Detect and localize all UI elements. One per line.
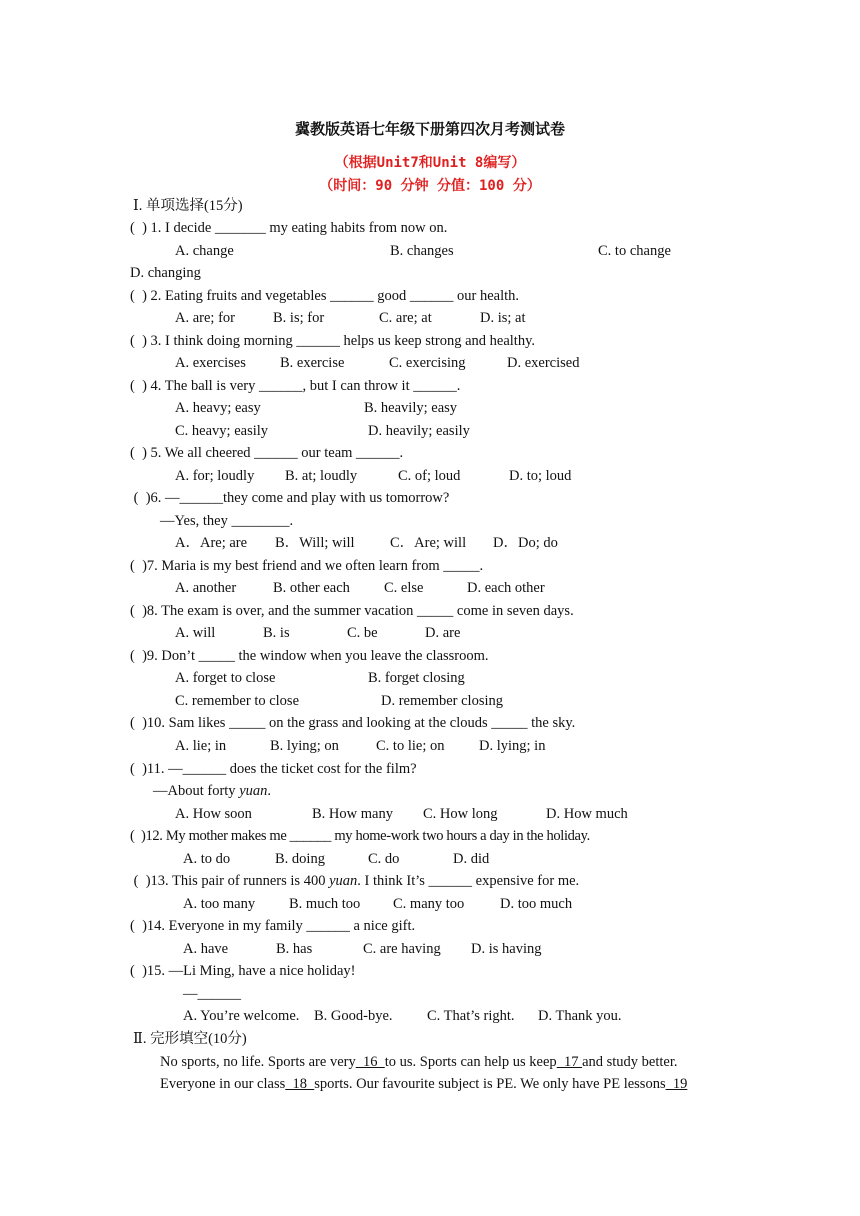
option: D. heavily; easily xyxy=(368,423,470,439)
question-part: ( )13. This pair of runners is 400 xyxy=(130,873,330,889)
subtitle-units: （根据Unit7和Unit 8编写） xyxy=(334,155,526,171)
question-text: ( )12. My mother makes me ______ my home-work two hours a day in the holiday. xyxy=(130,828,590,844)
question-text: ( )7. Maria is my best friend and we often learn from _____. xyxy=(130,558,484,574)
question-part: . I think It’s ______ expensive for me. xyxy=(357,873,580,889)
option: A. will xyxy=(175,625,216,641)
page-title: 冀教版英语七年级下册第四次月考测试卷 xyxy=(294,120,565,138)
question-text: ( ) 3. I think doing morning ______ helps us keep strong and healthy. xyxy=(130,333,536,349)
option: C. of; loud xyxy=(398,468,461,484)
question-text: ( )11. —______ does the ticket cost for the film? xyxy=(130,761,417,777)
option: A. change xyxy=(175,243,234,259)
option: A. forget to close xyxy=(175,670,276,686)
option: A. exercises xyxy=(175,355,246,371)
option: A. another xyxy=(175,580,237,596)
option: B. heavily; easy xyxy=(364,400,458,416)
option: D. is having xyxy=(471,941,542,957)
question-text: ( )9. Don’t _____ the window when you leave the classroom. xyxy=(130,648,489,664)
blank-16: 16 xyxy=(355,1054,385,1070)
option: B. doing xyxy=(275,851,325,867)
option: C. else xyxy=(384,580,424,596)
option: C. to change xyxy=(598,243,671,259)
question-text: ( ) 4. The ball is very ______, but I can throw it ______. xyxy=(130,378,461,394)
question-text xyxy=(130,872,579,890)
passage-line xyxy=(160,1053,678,1071)
reply-text: —About forty xyxy=(153,783,240,799)
question-text: ( )15. —Li Ming, have a nice holiday! xyxy=(130,963,356,979)
option: D. did xyxy=(453,851,490,867)
option: C. many too xyxy=(393,896,465,912)
option: D. is; at xyxy=(480,310,526,326)
option: A. lie; in xyxy=(175,738,227,754)
blank-17: 17 xyxy=(556,1054,583,1070)
option: D. Thank you. xyxy=(538,1008,622,1024)
option: D. changing xyxy=(130,265,201,281)
option: C. How long xyxy=(423,806,498,822)
question-italic: yuan xyxy=(329,873,358,889)
option: D. to; loud xyxy=(509,468,572,484)
option: B. at; loudly xyxy=(285,468,358,484)
option: B. has xyxy=(276,941,313,957)
passage-line xyxy=(160,1075,687,1093)
option: A. How soon xyxy=(175,806,252,822)
option: D．Do; do xyxy=(493,535,558,551)
passage-text: and study better. xyxy=(582,1054,678,1070)
reply-italic: yuan xyxy=(239,783,268,799)
passage-text: No sports, no life. Sports are very xyxy=(160,1054,356,1070)
option: D. How much xyxy=(546,806,628,822)
dialogue-reply xyxy=(153,782,271,800)
option: C. remember to close xyxy=(175,693,300,709)
option: B. forget closing xyxy=(368,670,465,686)
option: D. too much xyxy=(500,896,573,912)
option: C．Are; will xyxy=(390,535,467,551)
question-text: ( )10. Sam likes _____ on the grass and looking at the clouds _____ the sky. xyxy=(130,715,576,731)
option: B. other each xyxy=(273,580,350,596)
option: B. exercise xyxy=(280,355,345,371)
dialogue-reply: —______ xyxy=(183,986,241,1002)
question-text: ( )14. Everyone in my family ______ a nice gift. xyxy=(130,918,416,934)
question-text: ( )8. The exam is over, and the summer vacation _____ come in seven days. xyxy=(130,603,574,619)
reply-text: . xyxy=(267,783,271,799)
section-heading: Ⅱ. 完形填空(10分) xyxy=(133,1031,247,1047)
option: D. are xyxy=(425,625,461,641)
option: C. are having xyxy=(363,941,441,957)
blank-19: 19 xyxy=(665,1076,688,1092)
question-text: ( ) 5. We all cheered ______ our team ______. xyxy=(130,445,404,461)
option: B. lying; on xyxy=(270,738,339,754)
subtitle-time-score: （时间：90 分钟 分值：100 分） xyxy=(319,178,541,194)
option: C. are; at xyxy=(379,310,432,326)
option: A．Are; are xyxy=(175,535,248,551)
option: B. is; for xyxy=(273,310,325,326)
dialogue-reply: —Yes, they ________. xyxy=(160,513,294,529)
option: B．Will; will xyxy=(275,535,355,551)
question-text: ( ) 1. I decide _______ my eating habits from now on. xyxy=(130,220,448,236)
option: A. too many xyxy=(183,896,256,912)
option: A. heavy; easy xyxy=(175,400,261,416)
option: D. lying; in xyxy=(479,738,546,754)
option: C. exercising xyxy=(389,355,466,371)
option: A. have xyxy=(183,941,229,957)
passage-text: sports. Our favourite subject is PE. We only have PE lessons xyxy=(314,1076,666,1092)
blank-18: 18 xyxy=(285,1076,315,1092)
option: D. exercised xyxy=(507,355,580,371)
option: C. be xyxy=(347,625,378,641)
option: A. are; for xyxy=(175,310,235,326)
passage-text: Everyone in our class xyxy=(160,1076,286,1092)
option: B. is xyxy=(263,625,290,641)
option: A. You’re welcome. xyxy=(183,1008,300,1024)
option: B. changes xyxy=(390,243,454,259)
passage-text: to us. Sports can help us keep xyxy=(384,1054,557,1070)
option: A. for; loudly xyxy=(175,468,255,484)
option: B. Good-bye. xyxy=(314,1008,393,1024)
section-heading: Ⅰ. 单项选择(15分) xyxy=(133,198,243,214)
question-text: ( ) 2. Eating fruits and vegetables ______ good ______ our health. xyxy=(130,288,520,304)
option: B. How many xyxy=(312,806,393,822)
option: C. heavy; easily xyxy=(175,423,269,439)
option: D. each other xyxy=(467,580,545,596)
option: B. much too xyxy=(289,896,361,912)
option: C. do xyxy=(368,851,400,867)
option: C. to lie; on xyxy=(376,738,445,754)
question-text: ( )6. —______they come and play with us tomorrow? xyxy=(130,490,450,506)
option: D. remember closing xyxy=(381,693,504,709)
option: C. That’s right. xyxy=(427,1008,515,1024)
option: A. to do xyxy=(183,851,231,867)
